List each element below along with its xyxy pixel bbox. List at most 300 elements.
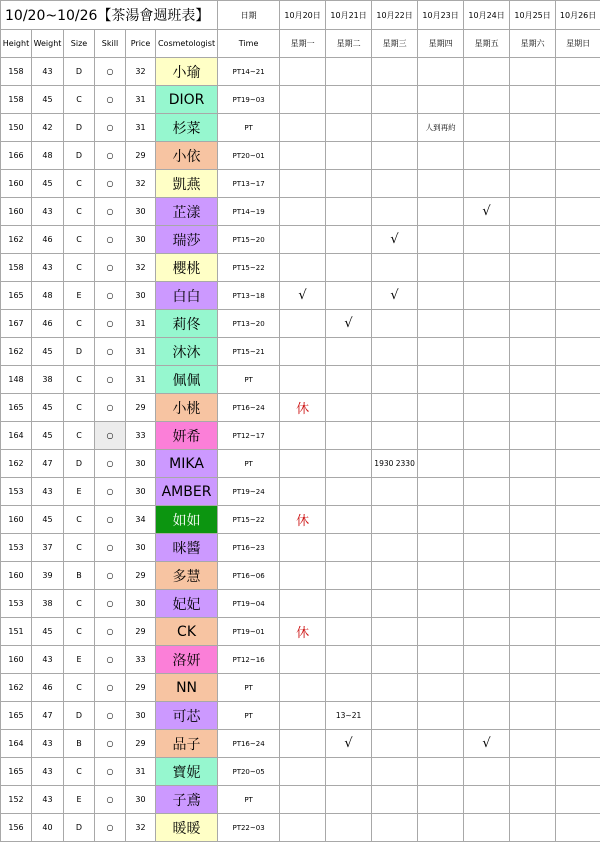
price-cell[interactable]: 30 [126, 786, 156, 814]
height-cell[interactable]: 153 [1, 534, 32, 562]
size-cell[interactable]: B [64, 562, 95, 590]
size-cell[interactable]: D [64, 450, 95, 478]
column-header-price[interactable]: Price [126, 30, 156, 58]
day-cell[interactable] [372, 338, 418, 366]
cosmetologist-name[interactable]: 暖暖 [156, 814, 218, 842]
cosmetologist-name[interactable]: 瑞莎 [156, 226, 218, 254]
day-cell[interactable]: 休 [280, 394, 326, 422]
price-cell[interactable]: 31 [126, 114, 156, 142]
skill-cell[interactable]: ○ [95, 198, 126, 226]
skill-cell[interactable]: ○ [95, 534, 126, 562]
time-cell[interactable]: PT16~06 [218, 562, 280, 590]
column-header-weight[interactable]: Weight [32, 30, 64, 58]
day-cell[interactable] [556, 198, 600, 226]
size-cell[interactable]: C [64, 198, 95, 226]
day-cell[interactable]: 13~21 [326, 702, 372, 730]
day-cell[interactable] [418, 758, 464, 786]
day-cell[interactable] [326, 142, 372, 170]
day-cell[interactable] [464, 590, 510, 618]
price-cell[interactable]: 29 [126, 394, 156, 422]
day-cell[interactable] [280, 758, 326, 786]
size-cell[interactable]: C [64, 394, 95, 422]
day-cell[interactable] [556, 730, 600, 758]
day-cell[interactable] [556, 58, 600, 86]
day-cell[interactable] [464, 142, 510, 170]
day-cell[interactable] [556, 282, 600, 310]
day-cell[interactable] [280, 142, 326, 170]
day-cell[interactable] [372, 590, 418, 618]
time-cell[interactable]: PT20~05 [218, 758, 280, 786]
day-cell[interactable] [372, 114, 418, 142]
weight-cell[interactable]: 45 [32, 394, 64, 422]
date-header[interactable]: 10月21日 [326, 1, 372, 30]
weight-cell[interactable]: 43 [32, 198, 64, 226]
price-cell[interactable]: 29 [126, 730, 156, 758]
day-cell[interactable] [326, 422, 372, 450]
day-cell[interactable] [326, 394, 372, 422]
day-cell[interactable] [464, 338, 510, 366]
day-cell[interactable] [326, 450, 372, 478]
day-cell[interactable] [510, 758, 556, 786]
cosmetologist-name[interactable]: 如如 [156, 506, 218, 534]
day-cell[interactable]: √ [326, 730, 372, 758]
day-cell[interactable] [510, 310, 556, 338]
time-cell[interactable]: PT15~21 [218, 338, 280, 366]
height-cell[interactable]: 151 [1, 618, 32, 646]
day-cell[interactable] [464, 394, 510, 422]
cosmetologist-name[interactable]: 品子 [156, 730, 218, 758]
height-cell[interactable]: 150 [1, 114, 32, 142]
day-cell[interactable] [510, 254, 556, 282]
day-cell[interactable] [372, 534, 418, 562]
day-cell[interactable] [326, 478, 372, 506]
day-cell[interactable] [372, 786, 418, 814]
day-cell[interactable] [280, 450, 326, 478]
price-cell[interactable]: 32 [126, 254, 156, 282]
day-cell[interactable] [464, 86, 510, 114]
height-cell[interactable]: 162 [1, 450, 32, 478]
weight-cell[interactable]: 45 [32, 338, 64, 366]
day-cell[interactable] [464, 618, 510, 646]
cosmetologist-name[interactable]: 小瑜 [156, 58, 218, 86]
height-cell[interactable]: 158 [1, 86, 32, 114]
day-cell[interactable] [326, 758, 372, 786]
day-cell[interactable] [326, 674, 372, 702]
day-cell[interactable] [418, 478, 464, 506]
day-cell[interactable] [418, 674, 464, 702]
day-cell[interactable] [464, 534, 510, 562]
day-cell[interactable]: √ [326, 310, 372, 338]
day-cell[interactable] [280, 198, 326, 226]
day-cell[interactable] [280, 786, 326, 814]
size-cell[interactable]: C [64, 534, 95, 562]
price-cell[interactable]: 30 [126, 450, 156, 478]
day-cell[interactable] [556, 170, 600, 198]
height-cell[interactable]: 165 [1, 758, 32, 786]
day-cell[interactable]: √ [372, 282, 418, 310]
day-cell[interactable] [280, 562, 326, 590]
day-cell[interactable] [372, 674, 418, 702]
day-cell[interactable] [464, 114, 510, 142]
day-cell[interactable] [280, 646, 326, 674]
time-cell[interactable]: PT22~03 [218, 814, 280, 842]
size-cell[interactable]: C [64, 170, 95, 198]
cosmetologist-name[interactable]: 佩佩 [156, 366, 218, 394]
price-cell[interactable]: 30 [126, 702, 156, 730]
cosmetologist-name[interactable]: MIKA [156, 450, 218, 478]
weight-cell[interactable]: 47 [32, 702, 64, 730]
weight-cell[interactable]: 48 [32, 282, 64, 310]
weight-cell[interactable]: 48 [32, 142, 64, 170]
weight-cell[interactable]: 45 [32, 506, 64, 534]
day-cell[interactable] [280, 814, 326, 842]
time-cell[interactable]: PT [218, 674, 280, 702]
skill-cell[interactable]: ○ [95, 114, 126, 142]
day-cell[interactable] [326, 814, 372, 842]
day-cell[interactable] [510, 534, 556, 562]
price-cell[interactable]: 31 [126, 86, 156, 114]
day-cell[interactable] [464, 758, 510, 786]
day-cell[interactable] [418, 338, 464, 366]
day-cell[interactable] [372, 394, 418, 422]
price-cell[interactable]: 33 [126, 422, 156, 450]
skill-cell[interactable]: ○ [95, 310, 126, 338]
day-cell[interactable] [372, 730, 418, 758]
skill-cell[interactable]: ○ [95, 58, 126, 86]
day-cell[interactable] [510, 338, 556, 366]
skill-cell[interactable]: ○ [95, 338, 126, 366]
cosmetologist-name[interactable]: 咪醬 [156, 534, 218, 562]
weight-cell[interactable]: 46 [32, 310, 64, 338]
size-cell[interactable]: E [64, 478, 95, 506]
price-cell[interactable]: 30 [126, 198, 156, 226]
day-cell[interactable] [464, 254, 510, 282]
weight-cell[interactable]: 46 [32, 674, 64, 702]
day-cell[interactable] [556, 366, 600, 394]
day-cell[interactable] [556, 310, 600, 338]
price-cell[interactable]: 31 [126, 310, 156, 338]
cosmetologist-name[interactable]: CK [156, 618, 218, 646]
day-cell[interactable] [510, 58, 556, 86]
day-cell[interactable] [510, 646, 556, 674]
price-cell[interactable]: 31 [126, 338, 156, 366]
date-header[interactable]: 10月24日 [464, 1, 510, 30]
cosmetologist-name[interactable]: 妍希 [156, 422, 218, 450]
time-cell[interactable]: PT15~22 [218, 506, 280, 534]
cosmetologist-name[interactable]: 妃妃 [156, 590, 218, 618]
day-cell[interactable]: 人到再約 [418, 114, 464, 142]
skill-cell[interactable]: ○ [95, 86, 126, 114]
skill-cell[interactable]: ○ [95, 702, 126, 730]
day-cell[interactable] [418, 58, 464, 86]
skill-cell[interactable]: ○ [95, 366, 126, 394]
weight-cell[interactable]: 43 [32, 254, 64, 282]
time-cell[interactable]: PT13~20 [218, 310, 280, 338]
size-cell[interactable]: C [64, 590, 95, 618]
price-cell[interactable]: 30 [126, 534, 156, 562]
price-cell[interactable]: 33 [126, 646, 156, 674]
day-cell[interactable] [464, 562, 510, 590]
day-cell[interactable] [280, 534, 326, 562]
day-cell[interactable] [280, 478, 326, 506]
size-cell[interactable]: D [64, 702, 95, 730]
day-cell[interactable] [418, 282, 464, 310]
column-header-cosmetologist[interactable]: Cosmetologist [156, 30, 218, 58]
day-cell[interactable] [556, 702, 600, 730]
weight-cell[interactable]: 45 [32, 86, 64, 114]
height-cell[interactable]: 165 [1, 282, 32, 310]
day-cell[interactable] [464, 814, 510, 842]
day-cell[interactable] [280, 338, 326, 366]
day-cell[interactable] [280, 674, 326, 702]
day-cell[interactable] [510, 450, 556, 478]
weight-cell[interactable]: 43 [32, 646, 64, 674]
day-cell[interactable] [510, 198, 556, 226]
price-cell[interactable]: 29 [126, 618, 156, 646]
day-cell[interactable] [280, 310, 326, 338]
time-cell[interactable]: PT15~20 [218, 226, 280, 254]
time-cell[interactable]: PT [218, 366, 280, 394]
day-cell[interactable] [556, 618, 600, 646]
size-cell[interactable]: C [64, 422, 95, 450]
day-cell[interactable] [372, 478, 418, 506]
day-cell[interactable] [372, 758, 418, 786]
day-cell[interactable] [372, 310, 418, 338]
day-cell[interactable] [556, 562, 600, 590]
day-cell[interactable] [372, 142, 418, 170]
time-cell[interactable]: PT [218, 450, 280, 478]
day-cell[interactable] [280, 730, 326, 758]
day-cell[interactable] [556, 394, 600, 422]
day-cell[interactable] [510, 86, 556, 114]
skill-cell[interactable]: ○ [95, 786, 126, 814]
weight-cell[interactable]: 37 [32, 534, 64, 562]
time-cell[interactable]: PT14~21 [218, 58, 280, 86]
time-cell[interactable]: PT13~17 [218, 170, 280, 198]
cosmetologist-name[interactable]: 可芯 [156, 702, 218, 730]
cosmetologist-name[interactable]: 莉佟 [156, 310, 218, 338]
skill-cell[interactable]: ○ [95, 142, 126, 170]
day-cell[interactable] [372, 170, 418, 198]
price-cell[interactable]: 32 [126, 58, 156, 86]
date-header[interactable]: 10月22日 [372, 1, 418, 30]
day-cell[interactable] [326, 618, 372, 646]
cosmetologist-name[interactable]: 杉菜 [156, 114, 218, 142]
size-cell[interactable]: B [64, 730, 95, 758]
day-cell[interactable] [556, 674, 600, 702]
day-cell[interactable] [418, 198, 464, 226]
day-cell[interactable] [326, 366, 372, 394]
weight-cell[interactable]: 42 [32, 114, 64, 142]
day-cell[interactable] [510, 170, 556, 198]
day-cell[interactable] [280, 702, 326, 730]
day-cell[interactable] [372, 254, 418, 282]
time-cell[interactable]: PT20~01 [218, 142, 280, 170]
day-cell[interactable] [556, 786, 600, 814]
price-cell[interactable]: 29 [126, 674, 156, 702]
day-cell[interactable] [418, 394, 464, 422]
day-cell[interactable] [280, 254, 326, 282]
cosmetologist-name[interactable]: 小依 [156, 142, 218, 170]
weight-cell[interactable]: 40 [32, 814, 64, 842]
day-cell[interactable] [326, 114, 372, 142]
weight-cell[interactable]: 45 [32, 170, 64, 198]
day-cell[interactable] [372, 618, 418, 646]
day-cell[interactable] [418, 562, 464, 590]
weight-cell[interactable]: 38 [32, 590, 64, 618]
cosmetologist-name[interactable]: 櫻桃 [156, 254, 218, 282]
day-cell[interactable] [510, 226, 556, 254]
day-cell[interactable] [418, 702, 464, 730]
weight-cell[interactable]: 43 [32, 758, 64, 786]
day-cell[interactable] [326, 58, 372, 86]
size-cell[interactable]: C [64, 254, 95, 282]
day-cell[interactable] [372, 814, 418, 842]
day-cell[interactable] [510, 562, 556, 590]
day-cell[interactable] [556, 450, 600, 478]
day-cell[interactable] [372, 58, 418, 86]
day-cell[interactable] [510, 814, 556, 842]
day-cell[interactable] [556, 534, 600, 562]
day-cell[interactable] [372, 422, 418, 450]
size-cell[interactable]: C [64, 674, 95, 702]
day-cell[interactable] [510, 730, 556, 758]
weight-cell[interactable]: 38 [32, 366, 64, 394]
price-cell[interactable]: 30 [126, 590, 156, 618]
day-cell[interactable]: √ [464, 730, 510, 758]
height-cell[interactable]: 158 [1, 254, 32, 282]
day-cell[interactable] [372, 646, 418, 674]
day-cell[interactable] [510, 786, 556, 814]
skill-cell[interactable]: ○ [95, 450, 126, 478]
skill-cell[interactable]: ○ [95, 478, 126, 506]
day-cell[interactable] [556, 114, 600, 142]
weekday-header[interactable]: 星期一 [280, 30, 326, 58]
weekday-header[interactable]: 星期二 [326, 30, 372, 58]
time-cell[interactable]: PT12~17 [218, 422, 280, 450]
cosmetologist-name[interactable]: AMBER [156, 478, 218, 506]
day-cell[interactable] [464, 702, 510, 730]
day-cell[interactable] [510, 114, 556, 142]
cosmetologist-name[interactable]: 沐沐 [156, 338, 218, 366]
day-cell[interactable] [418, 506, 464, 534]
day-cell[interactable] [464, 674, 510, 702]
time-cell[interactable]: PT19~04 [218, 590, 280, 618]
size-cell[interactable]: C [64, 506, 95, 534]
time-cell[interactable]: PT12~16 [218, 646, 280, 674]
day-cell[interactable] [418, 590, 464, 618]
day-cell[interactable]: 休 [280, 618, 326, 646]
weekday-header[interactable]: 星期四 [418, 30, 464, 58]
day-cell[interactable] [510, 618, 556, 646]
day-cell[interactable] [556, 758, 600, 786]
column-header-skill[interactable]: Skill [95, 30, 126, 58]
day-cell[interactable] [418, 86, 464, 114]
day-cell[interactable] [418, 646, 464, 674]
day-cell[interactable] [326, 786, 372, 814]
height-cell[interactable]: 153 [1, 590, 32, 618]
day-cell[interactable] [418, 534, 464, 562]
day-cell[interactable] [372, 506, 418, 534]
day-cell[interactable] [326, 534, 372, 562]
size-cell[interactable]: E [64, 786, 95, 814]
day-cell[interactable] [556, 254, 600, 282]
day-cell[interactable] [418, 254, 464, 282]
price-cell[interactable]: 30 [126, 282, 156, 310]
day-cell[interactable] [464, 282, 510, 310]
time-cell[interactable]: PT16~23 [218, 534, 280, 562]
price-cell[interactable]: 31 [126, 758, 156, 786]
weight-cell[interactable]: 46 [32, 226, 64, 254]
day-cell[interactable] [326, 562, 372, 590]
day-cell[interactable] [280, 86, 326, 114]
size-cell[interactable]: C [64, 86, 95, 114]
day-cell[interactable] [464, 226, 510, 254]
cosmetologist-name[interactable]: 小桃 [156, 394, 218, 422]
size-cell[interactable]: C [64, 758, 95, 786]
weight-cell[interactable]: 45 [32, 618, 64, 646]
day-cell[interactable] [418, 730, 464, 758]
day-cell[interactable] [510, 478, 556, 506]
day-cell[interactable] [510, 142, 556, 170]
day-cell[interactable] [326, 198, 372, 226]
height-cell[interactable]: 156 [1, 814, 32, 842]
column-header-height[interactable]: Height [1, 30, 32, 58]
skill-cell[interactable]: ○ [95, 506, 126, 534]
size-cell[interactable]: D [64, 114, 95, 142]
day-cell[interactable] [556, 814, 600, 842]
day-cell[interactable] [280, 170, 326, 198]
day-cell[interactable] [464, 478, 510, 506]
skill-cell[interactable]: ○ [95, 646, 126, 674]
skill-cell[interactable]: ○ [95, 422, 126, 450]
day-cell[interactable] [326, 170, 372, 198]
skill-cell[interactable]: ○ [95, 730, 126, 758]
cosmetologist-name[interactable]: 白白 [156, 282, 218, 310]
skill-cell[interactable]: ○ [95, 282, 126, 310]
day-cell[interactable] [510, 366, 556, 394]
day-cell[interactable] [418, 814, 464, 842]
day-cell[interactable] [464, 310, 510, 338]
skill-cell[interactable]: ○ [95, 618, 126, 646]
day-cell[interactable]: 1930 2330 [372, 450, 418, 478]
day-cell[interactable] [510, 702, 556, 730]
height-cell[interactable]: 160 [1, 506, 32, 534]
day-cell[interactable] [510, 590, 556, 618]
day-cell[interactable] [556, 338, 600, 366]
height-cell[interactable]: 162 [1, 338, 32, 366]
day-cell[interactable] [326, 590, 372, 618]
cosmetologist-name[interactable]: 多慧 [156, 562, 218, 590]
day-cell[interactable] [418, 618, 464, 646]
day-cell[interactable] [326, 254, 372, 282]
time-cell[interactable]: PT15~22 [218, 254, 280, 282]
date-header[interactable]: 10月26日 [556, 1, 600, 30]
date-header[interactable]: 10月23日 [418, 1, 464, 30]
day-cell[interactable] [556, 506, 600, 534]
day-cell[interactable] [280, 366, 326, 394]
height-cell[interactable]: 160 [1, 170, 32, 198]
cosmetologist-name[interactable]: 芷漾 [156, 198, 218, 226]
day-cell[interactable] [418, 450, 464, 478]
day-cell[interactable] [464, 646, 510, 674]
day-cell[interactable] [556, 142, 600, 170]
price-cell[interactable]: 30 [126, 226, 156, 254]
day-cell[interactable] [418, 310, 464, 338]
skill-cell[interactable]: ○ [95, 758, 126, 786]
day-cell[interactable] [464, 506, 510, 534]
height-cell[interactable]: 165 [1, 394, 32, 422]
